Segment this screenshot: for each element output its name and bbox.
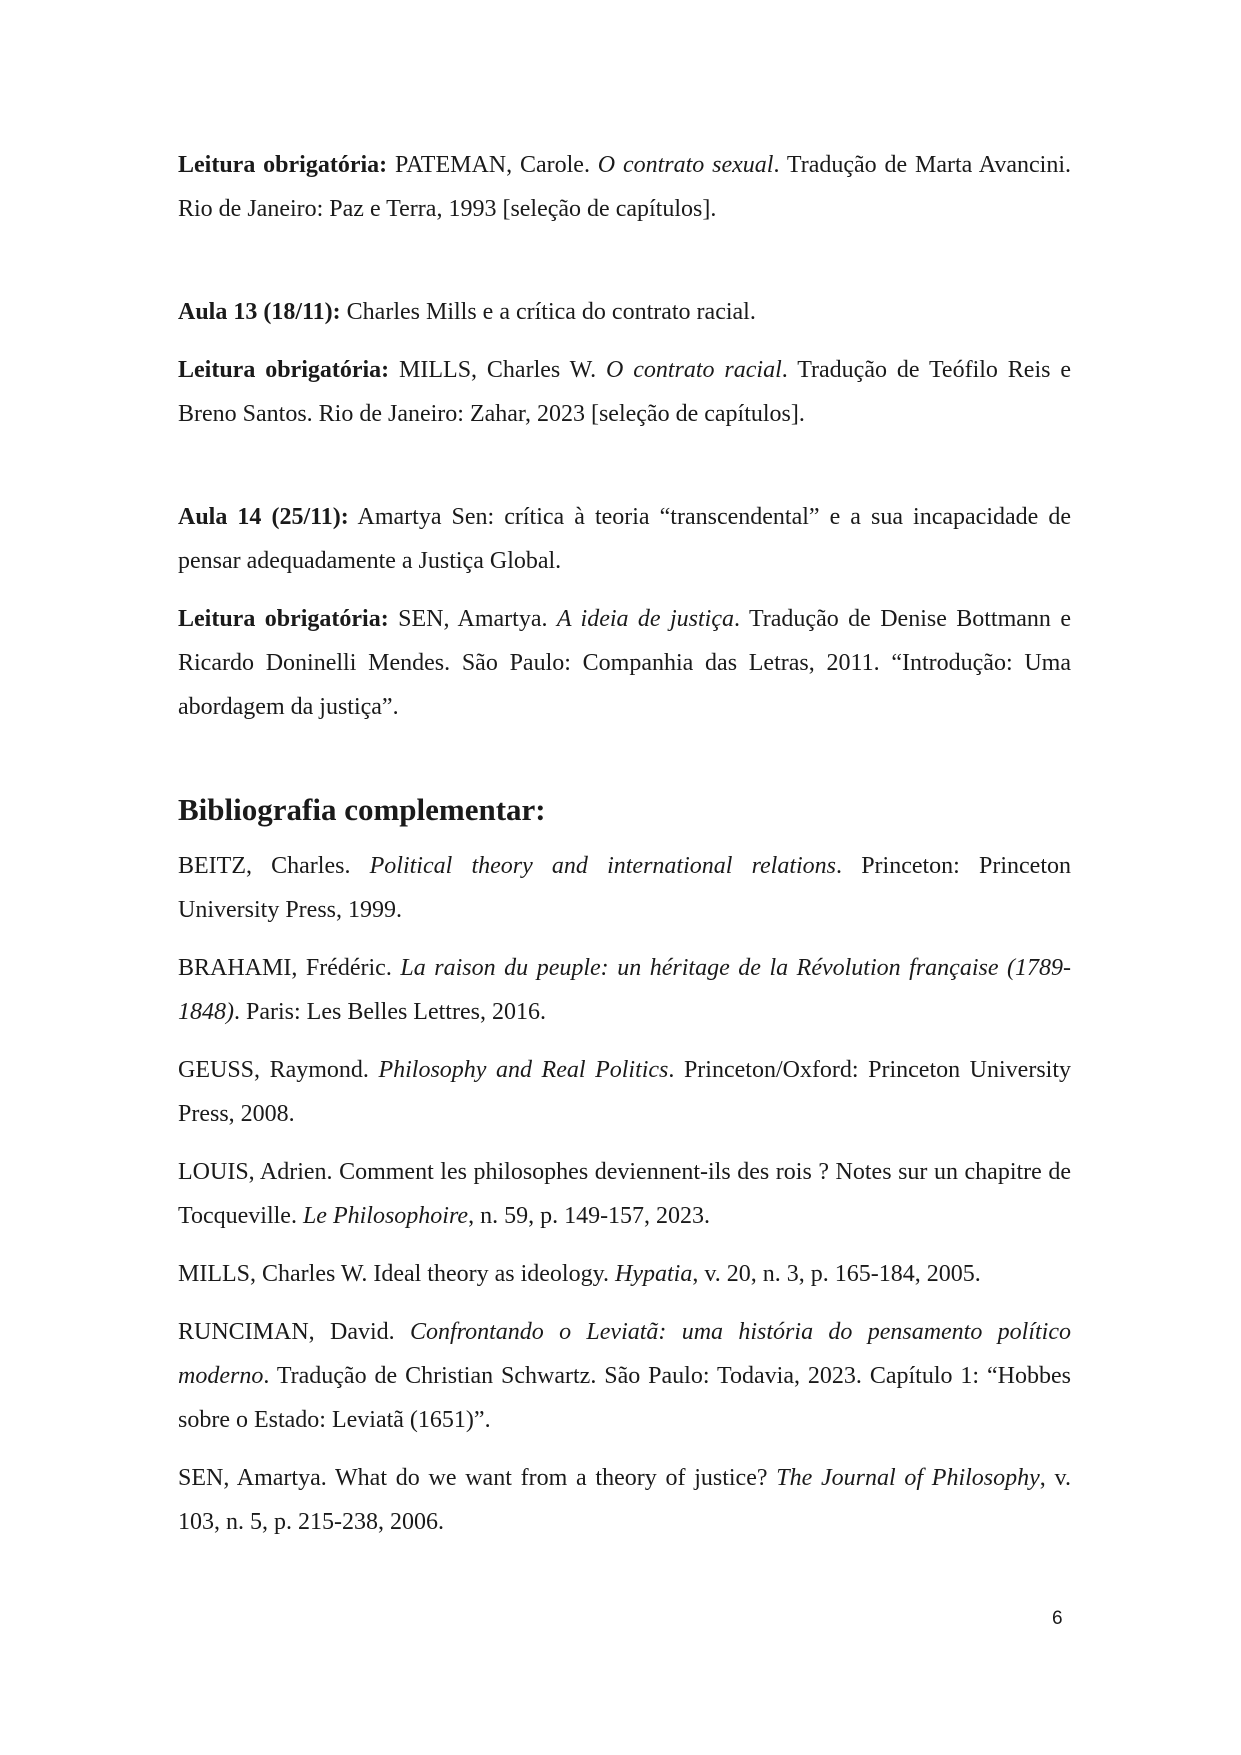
class-13 <box>178 290 1071 334</box>
reading-author: SEN, Amartya. <box>388 606 557 632</box>
entry-title: Political theory and international relations <box>369 853 837 879</box>
reading-title: A ideia de justiça <box>556 606 734 632</box>
entry-title: Confrontando o Leviatã: uma história do pensamento político moderno <box>178 1319 1072 1389</box>
reading-label: Leitura obrigatória: <box>178 357 390 383</box>
reading-mills <box>178 348 1071 436</box>
entry-text: SEN, Amartya. What do we want from a theory of justice? <box>178 1465 777 1491</box>
entry-details: , v. 103, n. 5, p. 215-238, 2006. <box>178 1465 1071 1535</box>
bibliography-entry <box>178 844 1071 932</box>
entry-details: . Princeton: Princeton University Press, 1999. <box>178 853 1071 923</box>
entry-title: Philosophy and Real Politics <box>378 1057 669 1083</box>
reading-title: O contrato racial <box>606 357 782 383</box>
reading-details: . Tradução de Marta Avancini. Rio de Janeiro: Paz e Terra, 1993 [seleção de capítulos]. <box>178 152 1071 222</box>
entry-text: GEUSS, Raymond. <box>178 1057 379 1083</box>
bibliography-list <box>178 844 1071 1544</box>
page-number: 6 <box>1052 1608 1063 1629</box>
class-label: Aula 13 (18/11): <box>178 299 341 325</box>
entry-text: BRAHAMI, Frédéric. <box>178 955 401 981</box>
entry-details: , n. 59, p. 149-157, 2023. <box>468 1203 711 1229</box>
bibliography-entry <box>178 946 1071 1034</box>
class-label: Aula 14 (25/11): <box>178 504 349 530</box>
reading-label: Leitura obrigatória: <box>178 606 389 632</box>
entry-title: La raison du peuple: un héritage de la Révolution française (1789-1848) <box>178 955 1072 1025</box>
entry-details: . Tradução de Christian Schwartz. São Paulo: Todavia, 2023. Capítulo 1: “Hobbes sobre o Estado: Leviatã (1651)”. <box>178 1363 1071 1433</box>
class-topic: Charles Mills e a crítica do contrato racial. <box>340 299 756 325</box>
entry-text: BEITZ, Charles. <box>178 853 370 879</box>
bibliography-entry <box>178 1150 1071 1238</box>
bibliography-heading: Bibliografia complementar: <box>178 792 546 827</box>
class-topic: Amartya Sen: crítica à teoria “transcendental” e a sua incapacidade de pensar adequadamente a Justiça Global. <box>178 504 1071 574</box>
reading-author: PATEMAN, Carole. <box>387 152 598 178</box>
entry-details: . Paris: Les Belles Lettres, 2016. <box>234 999 546 1025</box>
reading-label: Leitura obrigatória: <box>178 152 388 178</box>
reading-title: O contrato sexual <box>597 152 774 178</box>
entry-title: Le Philosophoire <box>302 1203 469 1229</box>
entry-details: . Princeton/Oxford: Princeton University Press, 2008. <box>178 1057 1071 1127</box>
bibliography-entry <box>178 1456 1071 1544</box>
reading-pateman <box>178 143 1071 231</box>
entry-title: The Journal of Philosophy <box>776 1465 1040 1491</box>
entry-details: , v. 20, n. 3, p. 165-184, 2005. <box>692 1261 981 1287</box>
document-page <box>178 143 1071 1544</box>
bibliography-entry <box>178 1252 1071 1296</box>
entry-text: MILLS, Charles W. Ideal theory as ideology. <box>178 1261 616 1287</box>
bibliography-entry <box>178 1048 1071 1136</box>
entry-text: RUNCIMAN, David. <box>178 1319 410 1345</box>
reading-author: MILLS, Charles W. <box>389 357 607 383</box>
bibliography-entry <box>178 1310 1071 1442</box>
entry-text: LOUIS, Adrien. Comment les philosophes deviennent-ils des rois ? Notes sur un chapitre de Tocqueville. <box>178 1159 1071 1229</box>
class-14 <box>178 495 1071 583</box>
reading-sen <box>178 597 1071 729</box>
reading-details: . Tradução de Teófilo Reis e Breno Santos. Rio de Janeiro: Zahar, 2023 [seleção de capítulos]. <box>178 357 1071 427</box>
entry-title: Hypatia <box>615 1261 693 1287</box>
reading-details: . Tradução de Denise Bottmann e Ricardo Doninelli Mendes. São Paulo: Companhia das Letras, 2011. “Introdução: Uma abordagem da justiça”. <box>178 606 1071 720</box>
